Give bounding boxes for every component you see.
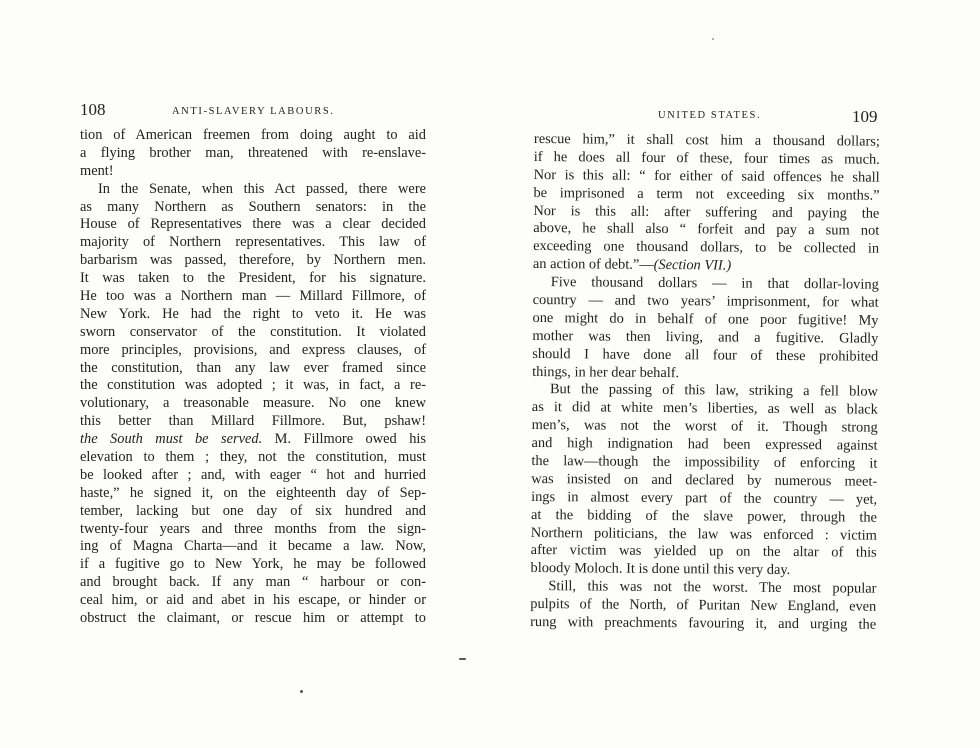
text-line: New York. He had the right to veto it. He was (80, 305, 426, 322)
text-line: should I have done all four of these prohibited (532, 345, 879, 365)
text-line: one might do in behalf of one poor fugitive! My (532, 309, 879, 329)
page-number-right: 109 (852, 107, 878, 126)
page-number-left: 108 (80, 100, 106, 119)
text-line-tail: M. Fillmore owed his (274, 431, 426, 448)
text-line: obstruct the claimant, or rescue him or attempt to (80, 610, 426, 627)
text-line: rung with preachments favouring it, and urging the (530, 614, 877, 633)
text-line: if he does all four of these, four times as much. (533, 148, 880, 168)
text-line: pulpits of the North, of Puritan New England, even (530, 596, 877, 615)
text-line: ment! (80, 162, 114, 179)
text-line: men’s, was not the worst of it. Though strong (531, 417, 878, 436)
text-line: barbarism was passed, therefore, by Northern men. (80, 252, 426, 269)
scan-speck (300, 690, 303, 693)
scan-speck (459, 658, 466, 660)
text-line: the constitution was adopted ; it was, in fact, a re- (80, 377, 426, 394)
text-line: In the Senate, when this Act passed, there were (98, 180, 426, 197)
text-line: majority of Northern representatives. This law of (80, 234, 426, 251)
text-line: as many Northern as Southern senators: in the (80, 198, 426, 215)
text-line: after victim was yielded up on the altar of this (530, 542, 877, 562)
text-line: things, in her dear behalf. (532, 363, 680, 381)
text-line: the law—though the impossibility of enforcing it (531, 453, 878, 472)
text-line: ings in almost every part of the country — yet, (531, 488, 878, 508)
text-line: a flying brother man, threatened with re-enslave- (80, 144, 426, 161)
left-page-body (80, 127, 426, 628)
italic-phrase: the South must be served. (80, 431, 263, 448)
text-line: ceal him, or aid and abet in his escape, or hinder or (80, 592, 426, 609)
text-line: Nor is this all: after suffering and paying the (533, 202, 880, 222)
text-line: bloody Moloch. It is done until this very day. (530, 560, 791, 579)
text-line: It was taken to the President, for his signature. (80, 270, 426, 287)
text-line: But the passing of this law, striking a fell blow (549, 381, 879, 401)
text-line: volutionary, a treasonable measure. No one knew (80, 395, 426, 412)
italic-citation: (Section VII.) (653, 257, 732, 274)
text-line: Northern politicians, the law was enforced : victim (530, 524, 877, 544)
text-line: more principles, provisions, and express clauses, of (80, 341, 426, 358)
text-line: rescue him,” it shall cost him a thousand dollars; (533, 131, 880, 150)
text-line: be looked after ; and, with eager “ hot and hurried (80, 466, 426, 483)
text-line: He too was a Northern man — Millard Fillmore, of (80, 288, 426, 305)
text-line: Five thousand dollars — in that dollar-loving (550, 274, 879, 293)
text-line: as it did at white men’s liberties, as well as black (531, 399, 878, 419)
text-line: above, he shall also “ forfeit and pay a sum not (533, 220, 880, 240)
text-line: at the bidding of the slave power, through the (530, 506, 878, 526)
text-line: Nor is this all: “ for either of said offences he shall (533, 166, 880, 186)
text-line-head: an action of debt.”— (532, 256, 654, 274)
text-line: tion of American freemen from doing aught to aid (80, 127, 426, 143)
right-page-body (530, 131, 880, 635)
text-line: tember, lacking but one day of six hundred and (80, 502, 426, 519)
text-line-mixed (80, 431, 426, 449)
text-line: exceeding one thousand dollars, to be collected in (533, 238, 880, 258)
text-line: House of Representatives there was a clear decided (80, 216, 426, 233)
text-line: this better than Millard Fillmore. But, pshaw! (80, 413, 426, 430)
right-page (490, 0, 980, 748)
running-head-left: ANTI-SLAVERY LABOURS. (172, 106, 335, 117)
text-line: and high indignation had been expressed against (531, 435, 878, 454)
text-line: and brought back. If any man “ harbour or con- (80, 574, 426, 591)
text-line: the constitution, than any law ever framed since (80, 359, 426, 376)
text-line: twenty-four years and three months from the sign- (80, 520, 426, 537)
text-line: country — and two years’ imprisonment, for what (532, 292, 879, 311)
text-line: Still, this was not the worst. The most popular (548, 578, 877, 597)
text-line: ing of Magna Charta—and it became a law. Now, (80, 538, 426, 555)
text-line: if a fugitive go to New York, he may be followed (80, 556, 426, 573)
running-head-right: UNITED STATES. (658, 110, 762, 121)
text-line: was insisted on and declared by numerous meet- (531, 470, 878, 490)
text-line: elevation to them ; they, not the constitution, must (80, 449, 426, 466)
text-line: be imprisoned a term not exceeding six months.” (533, 184, 880, 204)
text-line: sworn conservator of the constitution. It violated (80, 323, 426, 340)
text-line: mother was then living, and a fugitive. Gladly (532, 327, 879, 347)
scan-speck (712, 38, 714, 40)
text-line: haste,” he signed it, on the eighteenth day of Sep- (80, 484, 426, 501)
